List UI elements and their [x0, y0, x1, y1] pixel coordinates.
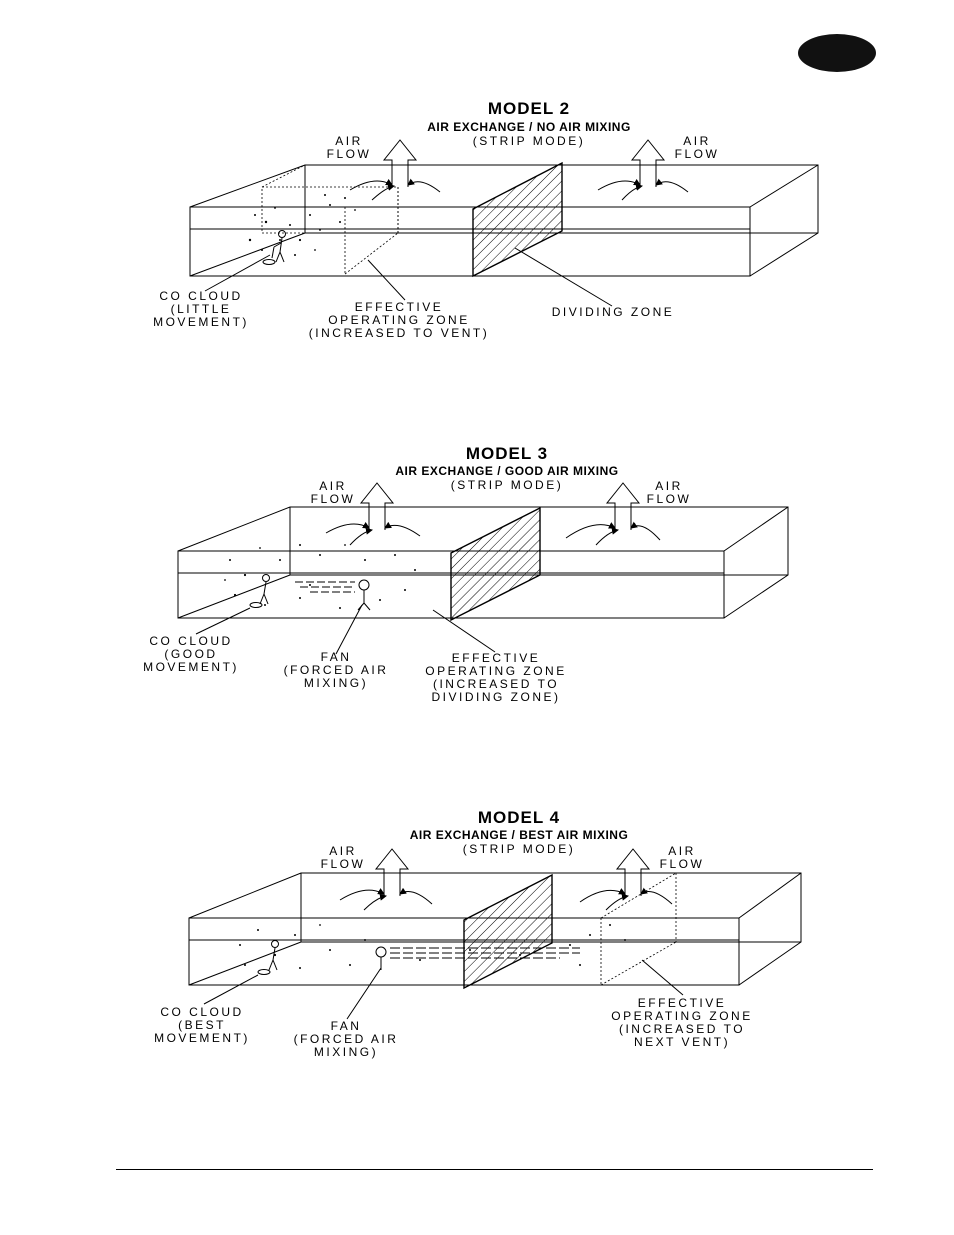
model-3-fan-icon [295, 580, 370, 610]
model-2-diagram [153, 99, 818, 340]
model-3-co-cloud [224, 544, 416, 609]
model-3-fan-label-3: MIXING) [303, 676, 369, 690]
footer-rule [116, 1169, 873, 1170]
model-4-subtitle: AIR EXCHANGE / BEST AIR MIXING [409, 828, 629, 842]
model-2-title: MODEL 2 [487, 99, 571, 118]
model-4-title: MODEL 4 [477, 808, 561, 827]
model-4-airflow-left-1: AIR [329, 844, 357, 858]
model-2-mode: (STRIP MODE) [472, 134, 586, 148]
model-4-co-cloud-label-1: CO CLOUD [160, 1005, 244, 1019]
model-2-co-cloud-label-3: MOVEMENT) [153, 315, 249, 329]
model-3-zone-label-3: (INCREASED TO [432, 677, 560, 691]
model-4-zone-label-4: NEXT VENT) [633, 1035, 731, 1049]
model-3-dividing-zone-wall [451, 508, 540, 620]
model-3-operator-figure [250, 575, 270, 608]
model-2-airflow-right-2: FLOW [674, 147, 720, 161]
model-4-zone-label-1: EFFECTIVE [637, 996, 727, 1010]
model-3-airflow-right-1: AIR [655, 479, 683, 493]
model-4-airflow-left-2: FLOW [320, 857, 366, 871]
model-3-subtitle: AIR EXCHANGE / GOOD AIR MIXING [395, 464, 619, 478]
model-4-airflow-arrow-right [580, 849, 672, 910]
model-3-fan-label-2: (FORCED AIR [283, 663, 389, 677]
model-2-co-cloud-label-1: CO CLOUD [159, 289, 243, 303]
model-4-airflow-right-1: AIR [668, 844, 696, 858]
model-4-dividing-zone-wall [464, 875, 552, 988]
model-3-zone-label-2: OPERATING ZONE [425, 664, 567, 678]
model-3-diagram [143, 444, 788, 704]
model-4-co-cloud [239, 924, 626, 969]
model-2-co-cloud-label-2: (LITTLE [170, 302, 232, 316]
model-3-fan-label-1: FAN [320, 650, 352, 664]
model-3-airflow-left-2: FLOW [310, 492, 356, 506]
model-2-co-cloud [249, 194, 356, 256]
model-2-zone-label-2: OPERATING ZONE [328, 313, 470, 327]
model-3-mode: (STRIP MODE) [450, 478, 564, 492]
model-2-airflow-left-2: FLOW [326, 147, 372, 161]
model-3-airflow-right-2: FLOW [646, 492, 692, 506]
model-4-fan-label-1: FAN [330, 1019, 362, 1033]
model-4-fan-label-2: (FORCED AIR [293, 1032, 399, 1046]
model-3-zone-label-1: EFFECTIVE [451, 651, 541, 665]
model-4-diagram [154, 808, 801, 1059]
model-4-zone-label-3: (INCREASED TO [618, 1022, 746, 1036]
model-3-zone-label-4: DIVIDING ZONE) [431, 690, 561, 704]
model-2-leader-lines [205, 248, 612, 306]
model-3-co-cloud-label-1: CO CLOUD [149, 634, 233, 648]
model-3-title: MODEL 3 [465, 444, 549, 463]
model-3-co-cloud-label-3: MOVEMENT) [143, 660, 239, 674]
model-4-mode: (STRIP MODE) [462, 842, 576, 856]
model-4-airflow-right-2: FLOW [659, 857, 705, 871]
model-4-fan-label-3: MIXING) [313, 1045, 379, 1059]
model-2-zone-label-3: (INCREASED TO VENT) [308, 326, 490, 340]
model-2-dividing-zone-wall [473, 163, 562, 276]
model-4-co-cloud-label-3: MOVEMENT) [154, 1031, 250, 1045]
model-4-co-cloud-label-2: (BEST [178, 1018, 226, 1032]
model-4-zone-label-2: OPERATING ZONE [611, 1009, 753, 1023]
model-3-leader-lines [196, 605, 495, 654]
model-3-co-cloud-label-2: (GOOD [164, 647, 218, 661]
model-2-zone-label-1: EFFECTIVE [354, 300, 444, 314]
model-2-airflow-right-1: AIR [683, 134, 711, 148]
model-4-effective-zone-outline [601, 873, 676, 985]
model-2-airflow-left-1: AIR [335, 134, 363, 148]
model-2-subtitle: AIR EXCHANGE / NO AIR MIXING [427, 120, 631, 134]
model-2-dividing-zone-label: DIVIDING ZONE [551, 305, 675, 319]
model-3-airflow-left-1: AIR [319, 479, 347, 493]
